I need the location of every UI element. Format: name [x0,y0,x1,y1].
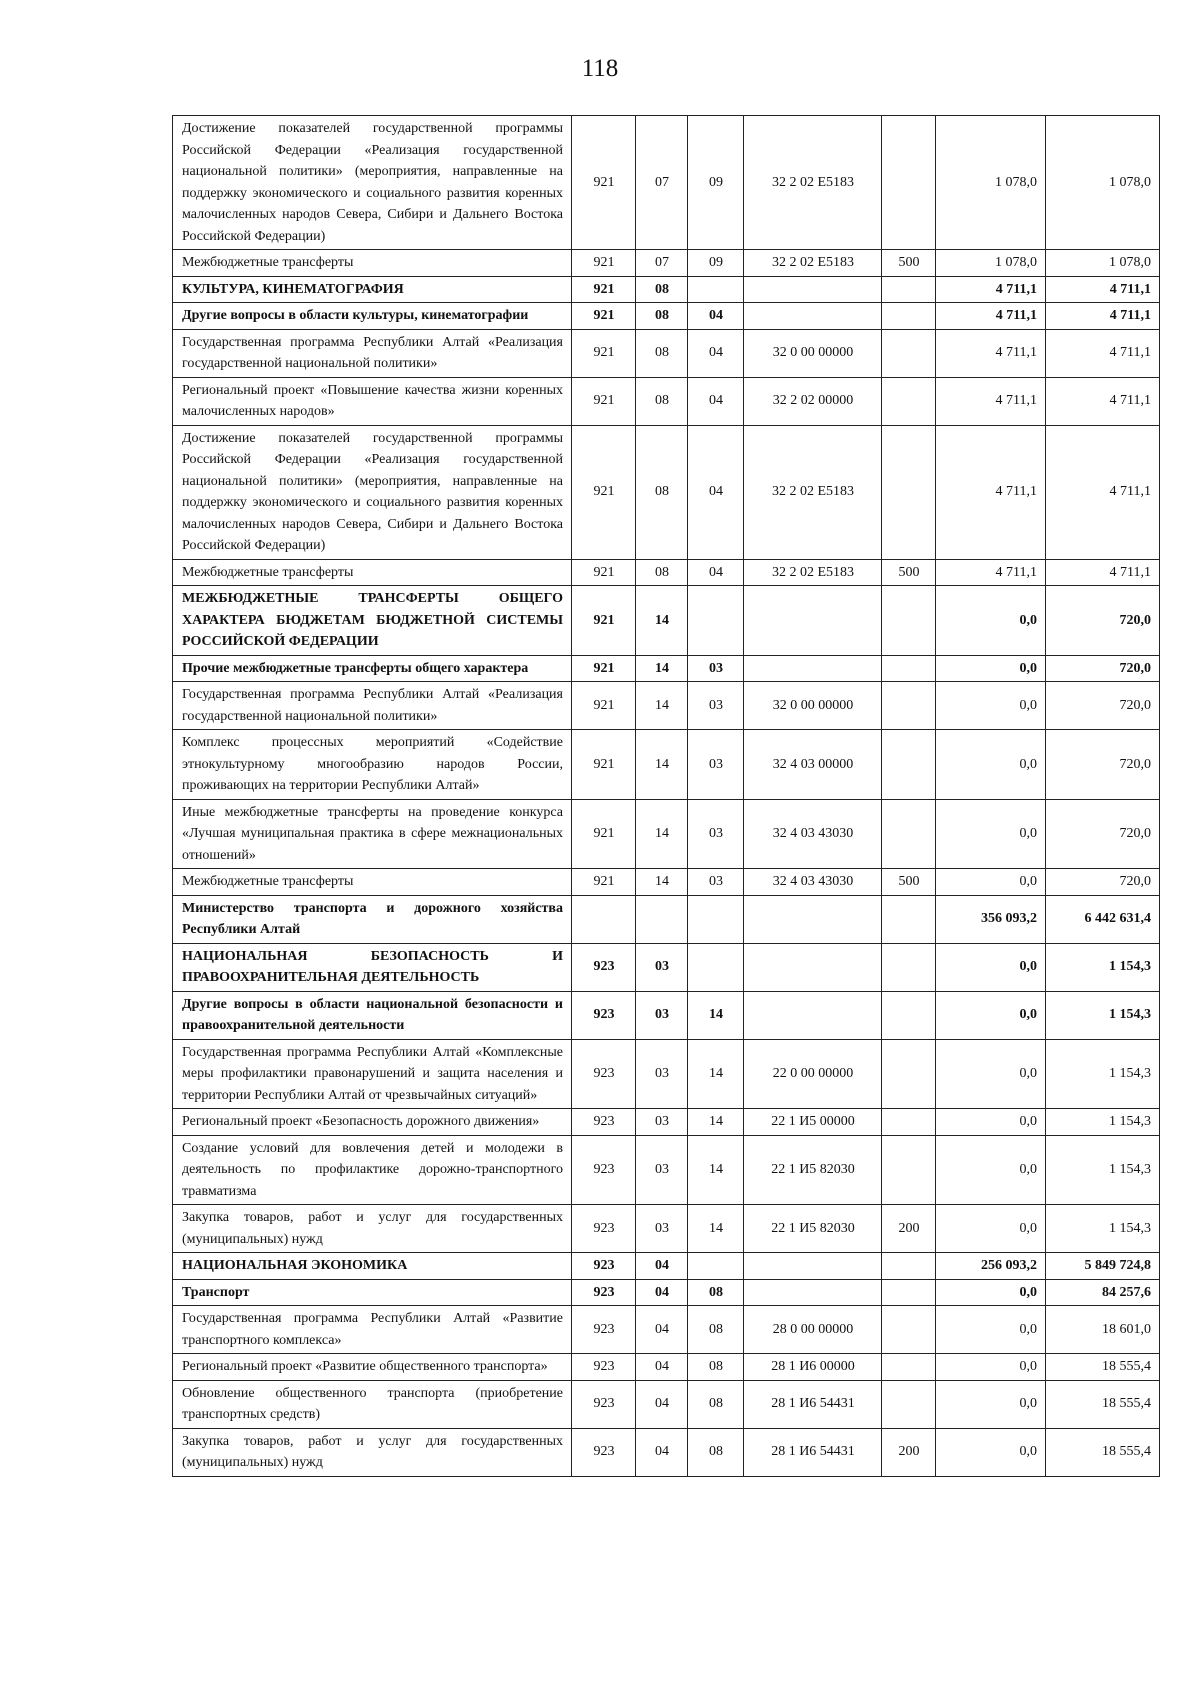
amount-year1-cell: 4 711,1 [936,329,1046,377]
grbs-code-cell: 921 [572,276,636,303]
section-code-cell: 14 [636,799,688,869]
grbs-code-cell: 923 [572,1306,636,1354]
amount-year1-cell: 0,0 [936,1428,1046,1476]
table-row [173,1306,1160,1354]
amount-year2-cell: 18 555,4 [1046,1380,1160,1428]
amount-year1-cell: 4 711,1 [936,559,1046,586]
amount-year2-cell: 18 601,0 [1046,1306,1160,1354]
grbs-code-cell: 923 [572,1380,636,1428]
target-article-cell: 28 1 И6 54431 [744,1428,882,1476]
target-article-cell [744,655,882,682]
target-article-cell [744,991,882,1039]
table-row [173,250,1160,277]
amount-year1-cell: 0,0 [936,799,1046,869]
table-row [173,869,1160,896]
row-name-cell: Региональный проект «Повышение качества жизни коренных малочисленных народов» [173,377,572,425]
amount-year2-cell: 1 154,3 [1046,1109,1160,1136]
grbs-code-cell [572,895,636,943]
subsection-code-cell [688,586,744,656]
section-code-cell: 07 [636,250,688,277]
table-row [173,682,1160,730]
subsection-code-cell [688,276,744,303]
amount-year1-cell: 4 711,1 [936,377,1046,425]
section-code-cell: 08 [636,303,688,330]
table-row [173,655,1160,682]
section-code-cell: 03 [636,1109,688,1136]
amount-year1-cell: 0,0 [936,1354,1046,1381]
expense-type-cell: 500 [882,250,936,277]
grbs-code-cell: 921 [572,329,636,377]
target-article-cell [744,303,882,330]
subsection-code-cell: 14 [688,1039,744,1109]
page-number: 118 [581,55,619,82]
row-name-cell: Комплекс процессных мероприятий «Содействие этнокультурному многообразию народов России, проживающих на территории Республики Алтай» [173,730,572,800]
table-row [173,991,1160,1039]
subsection-code-cell [688,1253,744,1280]
section-code-cell: 04 [636,1380,688,1428]
amount-year1-cell: 0,0 [936,586,1046,656]
row-name-cell: Другие вопросы в области культуры, кинематографии [173,303,572,330]
section-code-cell: 08 [636,329,688,377]
target-article-cell: 32 0 00 00000 [744,682,882,730]
amount-year2-cell: 4 711,1 [1046,559,1160,586]
amount-year2-cell: 4 711,1 [1046,377,1160,425]
grbs-code-cell: 921 [572,869,636,896]
grbs-code-cell: 923 [572,991,636,1039]
row-name-cell: Другие вопросы в области национальной безопасности и правоохранительной деятельности [173,991,572,1039]
amount-year2-cell: 1 154,3 [1046,1039,1160,1109]
row-name-cell: НАЦИОНАЛЬНАЯ ЭКОНОМИКА [173,1253,572,1280]
amount-year2-cell: 720,0 [1046,655,1160,682]
row-name-cell: Межбюджетные трансферты [173,250,572,277]
amount-year2-cell: 1 154,3 [1046,1135,1160,1205]
target-article-cell: 28 1 И6 54431 [744,1380,882,1428]
expense-type-cell [882,1380,936,1428]
amount-year1-cell: 0,0 [936,1109,1046,1136]
amount-year2-cell: 1 078,0 [1046,250,1160,277]
row-name-cell: Межбюджетные трансферты [173,869,572,896]
target-article-cell: 32 4 03 43030 [744,869,882,896]
row-name-cell: Достижение показателей государственной программы Российской Федерации «Реализация государственной национальной политики» (мероприятия, направленные на поддержку экономического и социального развития коренных малочисленных народов Севера, Сибири и Дальнего Востока Российской Федерации) [173,116,572,250]
amount-year1-cell: 0,0 [936,943,1046,991]
amount-year1-cell: 1 078,0 [936,116,1046,250]
row-name-cell: НАЦИОНАЛЬНАЯ БЕЗОПАСНОСТЬ И ПРАВООХРАНИТЕЛЬНАЯ ДЕЯТЕЛЬНОСТЬ [173,943,572,991]
target-article-cell: 28 1 И6 00000 [744,1354,882,1381]
expense-type-cell [882,1253,936,1280]
target-article-cell [744,895,882,943]
expense-type-cell [882,1039,936,1109]
row-name-cell: Иные межбюджетные трансферты на проведение конкурса «Лучшая муниципальная практика в сфере межнациональных отношений» [173,799,572,869]
table-row [173,559,1160,586]
target-article-cell [744,1279,882,1306]
grbs-code-cell: 923 [572,1354,636,1381]
grbs-code-cell: 921 [572,425,636,559]
table-row [173,1428,1160,1476]
section-code-cell: 14 [636,586,688,656]
subsection-code-cell: 08 [688,1306,744,1354]
section-code-cell: 03 [636,1135,688,1205]
expense-type-cell [882,329,936,377]
amount-year2-cell: 720,0 [1046,730,1160,800]
target-article-cell: 28 0 00 00000 [744,1306,882,1354]
expense-type-cell [882,425,936,559]
row-name-cell: Министерство транспорта и дорожного хозяйства Республики Алтай [173,895,572,943]
subsection-code-cell: 03 [688,869,744,896]
expense-type-cell [882,730,936,800]
table-row [173,730,1160,800]
amount-year2-cell: 18 555,4 [1046,1428,1160,1476]
amount-year1-cell: 4 711,1 [936,425,1046,559]
grbs-code-cell: 921 [572,655,636,682]
subsection-code-cell: 08 [688,1279,744,1306]
expense-type-cell [882,1306,936,1354]
expense-type-cell [882,799,936,869]
expense-type-cell [882,377,936,425]
section-code-cell: 04 [636,1428,688,1476]
grbs-code-cell: 923 [572,943,636,991]
table-row [173,1135,1160,1205]
subsection-code-cell: 03 [688,682,744,730]
grbs-code-cell: 923 [572,1205,636,1253]
subsection-code-cell: 08 [688,1380,744,1428]
grbs-code-cell: 923 [572,1039,636,1109]
table-row [173,1039,1160,1109]
target-article-cell: 32 0 00 00000 [744,329,882,377]
grbs-code-cell: 921 [572,377,636,425]
amount-year2-cell: 4 711,1 [1046,425,1160,559]
section-code-cell: 14 [636,730,688,800]
section-code-cell: 03 [636,991,688,1039]
subsection-code-cell: 08 [688,1428,744,1476]
grbs-code-cell: 923 [572,1135,636,1205]
expense-type-cell [882,1109,936,1136]
section-code-cell: 08 [636,425,688,559]
subsection-code-cell: 04 [688,303,744,330]
grbs-code-cell: 923 [572,1253,636,1280]
section-code-cell: 08 [636,377,688,425]
subsection-code-cell: 03 [688,799,744,869]
table-row [173,116,1160,250]
table-row [173,303,1160,330]
amount-year2-cell: 1 078,0 [1046,116,1160,250]
row-name-cell: Обновление общественного транспорта (приобретение транспортных средств) [173,1380,572,1428]
table-row [173,1253,1160,1280]
subsection-code-cell: 09 [688,250,744,277]
table-row [173,1354,1160,1381]
amount-year2-cell: 720,0 [1046,869,1160,896]
grbs-code-cell: 921 [572,116,636,250]
target-article-cell: 32 2 02 Е5183 [744,116,882,250]
amount-year1-cell: 4 711,1 [936,303,1046,330]
amount-year1-cell: 0,0 [936,730,1046,800]
grbs-code-cell: 921 [572,250,636,277]
section-code-cell: 07 [636,116,688,250]
row-name-cell: Транспорт [173,1279,572,1306]
subsection-code-cell: 04 [688,377,744,425]
amount-year1-cell: 0,0 [936,682,1046,730]
table-row [173,1205,1160,1253]
row-name-cell: Региональный проект «Безопасность дорожного движения» [173,1109,572,1136]
subsection-code-cell [688,943,744,991]
amount-year1-cell: 0,0 [936,1306,1046,1354]
target-article-cell [744,943,882,991]
row-name-cell: Государственная программа Республики Алтай «Реализация государственной национальной политики» [173,329,572,377]
section-code-cell: 04 [636,1253,688,1280]
section-code-cell [636,895,688,943]
row-name-cell: Создание условий для вовлечения детей и молодежи в деятельность по профилактике дорожно-транспортного травматизма [173,1135,572,1205]
row-name-cell: КУЛЬТУРА, КИНЕМАТОГРАФИЯ [173,276,572,303]
grbs-code-cell: 923 [572,1109,636,1136]
row-name-cell: Межбюджетные трансферты [173,559,572,586]
expense-type-cell [882,943,936,991]
amount-year1-cell: 4 711,1 [936,276,1046,303]
row-name-cell: МЕЖБЮДЖЕТНЫЕ ТРАНСФЕРТЫ ОБЩЕГО ХАРАКТЕРА БЮДЖЕТАМ БЮДЖЕТНОЙ СИСТЕМЫ РОССИЙСКОЙ ФЕДЕРАЦИИ [173,586,572,656]
grbs-code-cell: 921 [572,303,636,330]
subsection-code-cell: 04 [688,425,744,559]
budget-table [172,115,1160,1477]
table-row [173,425,1160,559]
target-article-cell: 22 1 И5 82030 [744,1135,882,1205]
amount-year1-cell: 0,0 [936,1279,1046,1306]
target-article-cell: 22 1 И5 82030 [744,1205,882,1253]
subsection-code-cell: 14 [688,1135,744,1205]
amount-year1-cell: 0,0 [936,1039,1046,1109]
amount-year2-cell: 720,0 [1046,799,1160,869]
table-row [173,329,1160,377]
target-article-cell: 32 2 02 Е5183 [744,559,882,586]
target-article-cell: 32 2 02 00000 [744,377,882,425]
section-code-cell: 08 [636,276,688,303]
section-code-cell: 04 [636,1354,688,1381]
section-code-cell: 03 [636,1205,688,1253]
amount-year1-cell: 0,0 [936,991,1046,1039]
expense-type-cell [882,682,936,730]
amount-year2-cell: 4 711,1 [1046,329,1160,377]
subsection-code-cell: 14 [688,1109,744,1136]
subsection-code-cell: 04 [688,559,744,586]
section-code-cell: 04 [636,1306,688,1354]
expense-type-cell [882,655,936,682]
subsection-code-cell: 14 [688,1205,744,1253]
table-row [173,1279,1160,1306]
row-name-cell: Государственная программа Республики Алтай «Комплексные меры профилактики правонарушений и защита населения и территории Республики Алтай от чрезвычайных ситуаций» [173,1039,572,1109]
amount-year2-cell: 720,0 [1046,682,1160,730]
section-code-cell: 14 [636,682,688,730]
target-article-cell: 32 4 03 00000 [744,730,882,800]
grbs-code-cell: 921 [572,559,636,586]
amount-year2-cell: 4 711,1 [1046,276,1160,303]
table-row [173,799,1160,869]
expense-type-cell [882,116,936,250]
subsection-code-cell: 08 [688,1354,744,1381]
amount-year2-cell: 6 442 631,4 [1046,895,1160,943]
table-row [173,943,1160,991]
amount-year2-cell: 18 555,4 [1046,1354,1160,1381]
table-row [173,1109,1160,1136]
expense-type-cell: 200 [882,1205,936,1253]
amount-year1-cell: 0,0 [936,1380,1046,1428]
row-name-cell: Региональный проект «Развитие общественного транспорта» [173,1354,572,1381]
target-article-cell [744,1253,882,1280]
grbs-code-cell: 921 [572,730,636,800]
row-name-cell: Государственная программа Республики Алтай «Развитие транспортного комплекса» [173,1306,572,1354]
table-row [173,1380,1160,1428]
amount-year2-cell: 84 257,6 [1046,1279,1160,1306]
grbs-code-cell: 923 [572,1279,636,1306]
target-article-cell: 32 4 03 43030 [744,799,882,869]
section-code-cell: 08 [636,559,688,586]
subsection-code-cell: 03 [688,655,744,682]
expense-type-cell: 500 [882,559,936,586]
amount-year1-cell: 256 093,2 [936,1253,1046,1280]
target-article-cell: 32 2 02 Е5183 [744,250,882,277]
expense-type-cell [882,895,936,943]
subsection-code-cell: 03 [688,730,744,800]
row-name-cell: Закупка товаров, работ и услуг для государственных (муниципальных) нужд [173,1428,572,1476]
section-code-cell: 03 [636,1039,688,1109]
subsection-code-cell [688,895,744,943]
target-article-cell: 22 1 И5 00000 [744,1109,882,1136]
row-name-cell: Прочие межбюджетные трансферты общего характера [173,655,572,682]
target-article-cell [744,586,882,656]
target-article-cell [744,276,882,303]
expense-type-cell [882,586,936,656]
section-code-cell: 14 [636,869,688,896]
amount-year2-cell: 1 154,3 [1046,991,1160,1039]
expense-type-cell [882,1279,936,1306]
expense-type-cell [882,1354,936,1381]
row-name-cell: Достижение показателей государственной программы Российской Федерации «Реализация государственной национальной политики» (мероприятия, направленные на поддержку экономического и социального развития коренных малочисленных народов Севера, Сибири и Дальнего Востока Российской Федерации) [173,425,572,559]
expense-type-cell [882,1135,936,1205]
grbs-code-cell: 923 [572,1428,636,1476]
amount-year1-cell: 0,0 [936,869,1046,896]
amount-year2-cell: 5 849 724,8 [1046,1253,1160,1280]
section-code-cell: 04 [636,1279,688,1306]
amount-year2-cell: 4 711,1 [1046,303,1160,330]
grbs-code-cell: 921 [572,682,636,730]
row-name-cell: Государственная программа Республики Алтай «Реализация государственной национальной политики» [173,682,572,730]
expense-type-cell: 200 [882,1428,936,1476]
grbs-code-cell: 921 [572,799,636,869]
amount-year1-cell: 0,0 [936,1205,1046,1253]
table-row [173,895,1160,943]
amount-year2-cell: 720,0 [1046,586,1160,656]
subsection-code-cell: 04 [688,329,744,377]
amount-year2-cell: 1 154,3 [1046,1205,1160,1253]
amount-year1-cell: 356 093,2 [936,895,1046,943]
table-row [173,586,1160,656]
row-name-cell: Закупка товаров, работ и услуг для государственных (муниципальных) нужд [173,1205,572,1253]
expense-type-cell [882,303,936,330]
amount-year1-cell: 1 078,0 [936,250,1046,277]
grbs-code-cell: 921 [572,586,636,656]
target-article-cell: 32 2 02 Е5183 [744,425,882,559]
subsection-code-cell: 14 [688,991,744,1039]
amount-year2-cell: 1 154,3 [1046,943,1160,991]
amount-year1-cell: 0,0 [936,1135,1046,1205]
table-row [173,377,1160,425]
table-row [173,276,1160,303]
target-article-cell: 22 0 00 00000 [744,1039,882,1109]
section-code-cell: 03 [636,943,688,991]
expense-type-cell [882,276,936,303]
subsection-code-cell: 09 [688,116,744,250]
budget-table-body [173,116,1160,1477]
expense-type-cell: 500 [882,869,936,896]
section-code-cell: 14 [636,655,688,682]
amount-year1-cell: 0,0 [936,655,1046,682]
expense-type-cell [882,991,936,1039]
